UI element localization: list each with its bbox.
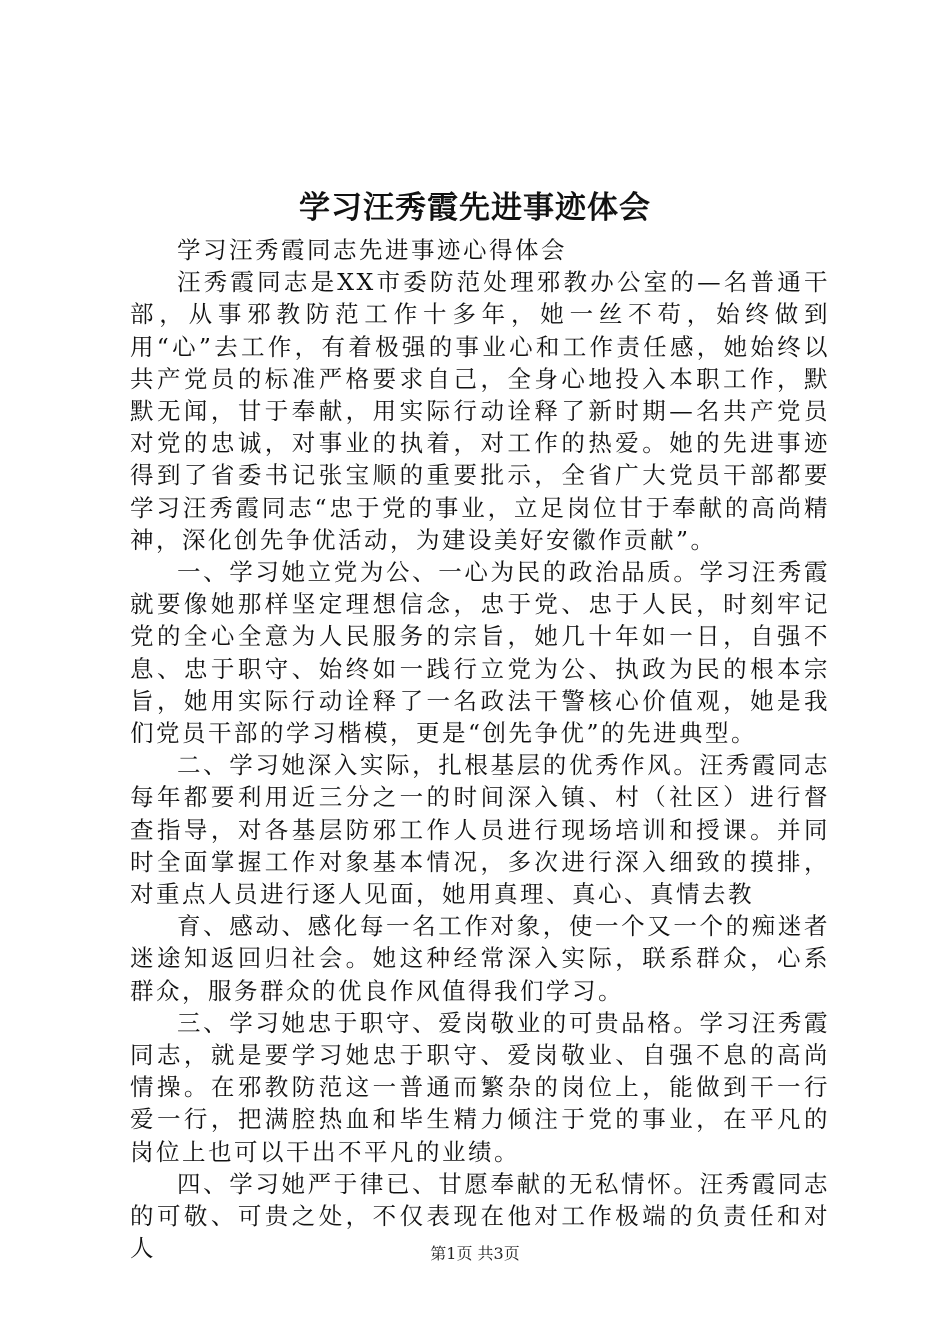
paragraph-point-two: 二、学习她深入实际，扎根基层的优秀作风。汪秀霞同志每年都要利用近三分之一的时间深入镇、村（社区）进行督查指导，对各基层防邪工作人员进行现场培训和授课。并同时全面掌握工作对象基本情况，多次进行深入细致的摸排，对重点人员进行逐人见面，她用真理、真心、真情去教 (130, 751, 830, 909)
paragraph-point-one: 一、学习她立党为公、一心为民的政治品质。学习汪秀霞就要像她那样坚定理想信念，忠于党、忠于人民，时刻牢记党的全心全意为人民服务的宗旨，她几十年如一日，自强不息、忠于职守、始终如一践行立党为公、执政为民的根本宗旨，她用实际行动诠释了一名政法干警核心价值观，她是我们党员干部的学习楷模，更是“创先争优”的先进典型。 (130, 558, 830, 748)
paragraph-point-four: 四、学习她严于律已、甘愿奉献的无私情怀。汪秀霞同志的可敬、可贵之处，不仅表现在他对工作极端的负责任和对人 (130, 1169, 830, 1263)
document-body (130, 234, 830, 1265)
paragraph-intro: 汪秀霞同志是XX市委防范处理邪教办公室的—名普通干部，从事邪教防范工作十多年，她一丝不苟，始终做到用“心”去工作，有着极强的事业心和工作责任感，她始终以共产党员的标准严格要求自己，全身心地投入本职工作，默默无闻，甘于奉献，用实际行动诠释了新时期—名共产党员对党的忠诚，对事业的执着，对工作的热爱。她的先进事迹得到了省委书记张宝顺的重要批示，全省广大党员干部都要学习汪秀霞同志“忠于党的事业，立足岗位甘于奉献的高尚精神，深化创先争优活动，为建设美好安徽作贡献”。 (130, 268, 830, 554)
document-title: 学习汪秀霞先进事迹体会 (299, 190, 651, 226)
page-number-footer: 第1页 共3页 (430, 1244, 520, 1263)
paragraph-point-three: 三、学习她忠于职守、爱岗敬业的可贵品格。学习汪秀霞同志，就是要学习她忠于职守、爱岗敬业、自强不息的高尚情操。在邪教防范这一普通而繁杂的岗位上，能做到干一行爱一行，把满腔热血和毕生精力倾注于党的事业，在平凡的岗位上也可以干出不平凡的业绩。 (130, 1008, 830, 1166)
paragraph-point-two-continued: 育、感动、感化每一名工作对象，使一个又一个的痴迷者迷途知返回归社会。她这种经常深入实际，联系群众，心系群众，服务群众的优良作风值得我们学习。 (130, 912, 830, 1005)
paragraph-subtitle: 学习汪秀霞同志先进事迹心得体会 (177, 236, 567, 264)
